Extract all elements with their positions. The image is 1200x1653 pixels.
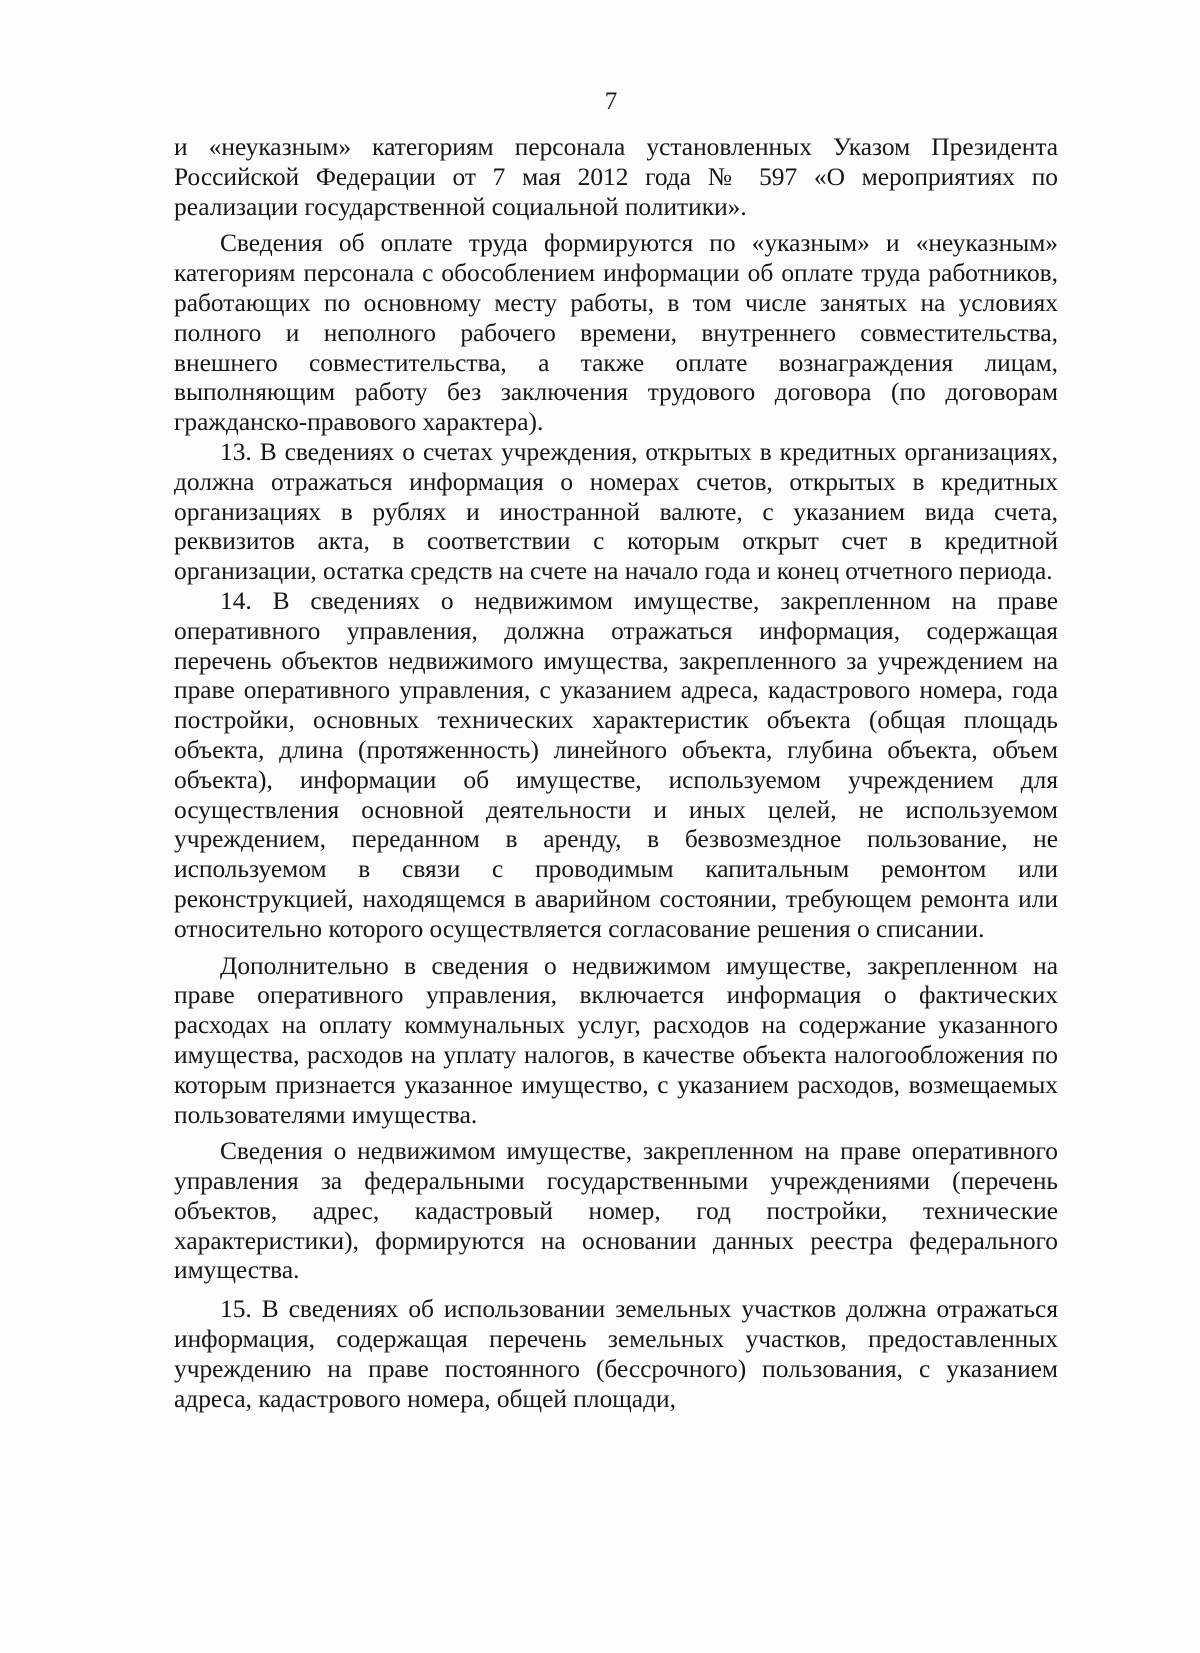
- paragraph-15-land-plots: 15. В сведениях об использовании земельных участков должна отражаться информация, содержащая перечень земельных участков, предоставленных учреждению на праве постоянного (бессрочного) пользования, с указанием адреса, кадастрового номера, общей площади,: [174, 1295, 1058, 1413]
- paragraph-13-bank-accounts: 13. В сведениях о счетах учреждения, открытых в кредитных организациях, должна отражаться информация о номерах счетов, открытых в кредитных организациях в рублях и иностранной валюте, с указанием вида счета, реквизитов акта, в соответствии с которым открыт счет в кредитной организации, остатка средств на счете на начало года и конец отчетного периода.: [174, 437, 1058, 586]
- paragraph-federal-registry: Сведения о недвижимом имуществе, закрепленном на праве оперативного управления за федеральными государственными учреждениями (перечень объектов, адрес, кадастровый номер, год постройки, технические характеристики), формируются на основании данных реестра федерального имущества.: [174, 1137, 1058, 1285]
- page-number: 7: [604, 88, 618, 115]
- paragraph-continuation: и «неуказным» категориям персонала установленных Указом Президента Российской Федерации от 7 мая 2012 года № 597 «О мероприятиях по реализации государственной социальной политики».: [174, 133, 1058, 221]
- paragraph-14-real-estate: 14. В сведениях о недвижимом имуществе, закрепленном на праве оперативного управления, должна отражаться информация, содержащая перечень объектов недвижимого имущества, закрепленного за учреждением на праве оперативного управления, с указанием адреса, кадастрового номера, года постройки, основных технических характеристик объекта (общая площадь объекта, длина (протяженность) линейного объекта, глубина объекта, объем объекта), информации об имуществе, используемом учреждением для осуществления основной деятельности и иных целей, не используемом учреждением, переданном в аренду, в безвозмездное пользование, не используемом в связи с проводимым капитальным ремонтом или реконструкцией, находящемся в аварийном состоянии, требующем ремонта или относительно которого осуществляется согласование решения о списании.: [174, 586, 1058, 943]
- paragraph-additional-expenses: Дополнительно в сведения о недвижимом имуществе, закрепленном на праве оперативного управления, включается информация о фактических расходах на оплату коммунальных услуг, расходов на содержание указанного имущества, расходов на уплату налогов, в качестве объекта налогообложения по которым признается указанное имущество, с указанием расходов, возмещаемых пользователями имущества.: [174, 951, 1058, 1129]
- document-body: [174, 133, 1058, 1414]
- paragraph-wage-info: Сведения об оплате труда формируются по «указным» и «неуказным» категориям персонала с обособлением информации об оплате труда работников, работающих по основному месту работы, в том числе занятых на условиях полного и неполного рабочего времени, внутреннего совместительства, внешнего совместительства, а также оплате вознаграждения лицам, выполняющим работу без заключения трудового договора (по договорам гражданско-правового характера).: [174, 229, 1058, 437]
